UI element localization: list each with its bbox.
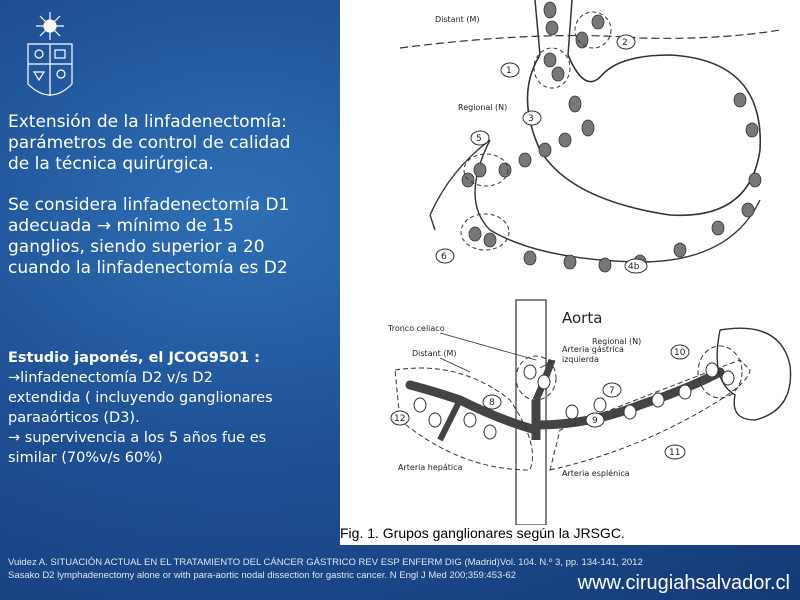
study-line: extendida ( incluyendo ganglionares: [8, 390, 273, 406]
node-number: 2: [622, 38, 628, 48]
university-logo: [22, 10, 78, 106]
website-url[interactable]: www.cirugiahsalvador.cl: [577, 572, 790, 594]
node-number: 7: [609, 386, 615, 396]
node-number: 6: [441, 252, 447, 262]
hepatic-branch: [440, 400, 460, 440]
node-number: 12: [394, 414, 406, 424]
d1-paragraph: [8, 195, 334, 279]
lymph-node-figure: [340, 0, 800, 545]
node-number: 10: [674, 348, 686, 358]
node-number: 1: [506, 66, 512, 76]
label-aorta: Aorta: [562, 309, 603, 327]
node-number: 8: [489, 398, 495, 408]
heading-line: de la técnica quirúrgica.: [8, 154, 214, 174]
label-distant-top: Distant (M): [435, 15, 480, 24]
node-number: 5: [476, 134, 482, 144]
figure-caption: Fig. 1. Grupos ganglionares según la JRSGC.: [340, 525, 625, 541]
stomach-inner: [475, 140, 760, 262]
node-number: 4b: [628, 262, 640, 272]
study-line: →linfadenectomía D2 v/s D2: [8, 370, 213, 386]
study-block: [8, 348, 334, 468]
study-title: Estudio japonés, el JCOG9501 :: [8, 350, 260, 366]
label-regional-top: Regional (N): [458, 103, 508, 112]
d1-line: Se considera linfadenectomía D1: [8, 195, 290, 215]
study-line: → supervivencia a los 5 años fue es: [8, 430, 267, 446]
label-tronco-celiaco: Tronco celiaco: [388, 324, 445, 333]
label-arteria-gastrica: Arteria gástrica: [562, 345, 624, 354]
d1-line: ganglios, siendo superior a 20: [8, 237, 265, 257]
study-line: similar (70%v/s 60%): [8, 450, 163, 466]
label-izquierda: izquierda: [562, 355, 599, 364]
node-number: 9: [592, 416, 598, 426]
d1-line: adecuada → mínimo de 15: [8, 216, 234, 236]
reference-line: Sasako D2 lymphadenectomy alone or with para-aortic nodal dissection for gastric cancer. N Engl J Med 200;359:453-62: [8, 570, 516, 581]
node-number: 11: [669, 448, 681, 458]
figure-drawing: [340, 0, 800, 525]
heading-line: Extensión de la linfadenectomía:: [8, 112, 288, 132]
study-line: paraaórticos (D3).: [8, 410, 140, 426]
label-distant-bottom: Distant (M): [412, 349, 457, 358]
label-arteria-esplenica: Arteria esplénica: [562, 469, 630, 478]
label-arteria-hepatica: Arteria hepática: [398, 463, 463, 472]
label-regional-bottom: Regional (N): [592, 337, 642, 346]
d1-line: cuando la linfadenectomía es D2: [8, 258, 288, 278]
distant-boundary-line: [400, 30, 780, 48]
main-text: [8, 112, 334, 299]
node-number: 3: [528, 114, 534, 124]
heading-line: parámetros de control de calidad: [8, 133, 291, 153]
reference-line: Vuidez A. SITUACIÓN ACTUAL EN EL TRATAMIENTO DEL CÁNCER GÁSTRICO REV ESP ENFERM DIG (Madrid)Vol. 104. N.º 3, pp. 134-141, 2012: [8, 557, 643, 568]
heading-paragraph: [8, 112, 334, 175]
aorta: [516, 300, 546, 525]
